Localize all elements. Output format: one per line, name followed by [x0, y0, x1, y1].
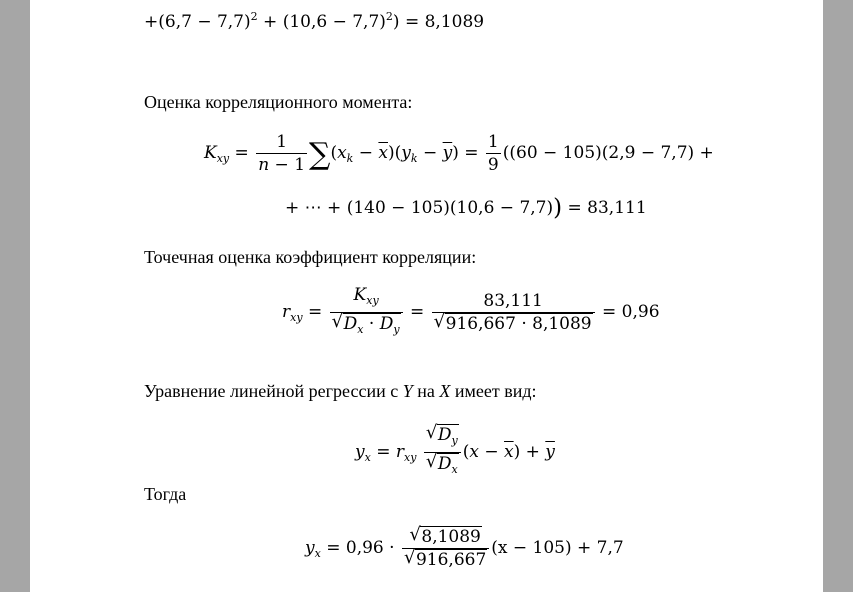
kxy-formula: $K_{xy}$ = $\frac{1}{n - 1}$ $\sum(x_k - \overline{x})(y_k - \overline{y})$ = $\frac{1}{9}$ ((60 − 105)(2,9 − 7,7) +: [204, 132, 714, 175]
final-numerator: 8,1089: [421, 527, 481, 547]
rxy-formula: $r_{xy}$ = $K_{xy}$ √ $D_x \cdot D_y$ = 83,111 √ 916,667 · 8,1089 = 0,96: [282, 284, 660, 341]
kxy-over-sqrt: $K_{xy}$ √ $D_x \cdot D_y$: [330, 284, 403, 341]
regression-heading-mid: на: [417, 381, 435, 401]
rxy-numeric-fraction: [432, 290, 595, 335]
regression-heading-x: X: [439, 381, 451, 401]
kxy-expansion-start: ((60 − 105)(2,9 − 7,7) +: [502, 143, 714, 163]
dy-term-2: + (10,6 − 7,7): [263, 12, 386, 32]
dy-term-1: +(6,7 − 7,7): [144, 12, 251, 32]
regression-heading: [144, 380, 537, 402]
final-tail: (x − 105) + 7,7: [491, 538, 624, 558]
correlation-coefficient-heading: Точечная оценка коэффициент корреляции:: [144, 247, 477, 267]
kxy-result: = 83,111: [567, 198, 647, 218]
rxy-result: = 0,96: [602, 302, 660, 322]
one-over-n-minus-1: $\frac{1}{n - 1}$: [258, 132, 306, 175]
dy-result: ) = 8,1089: [392, 12, 485, 32]
final-sqrt-fraction: [402, 526, 489, 571]
regression-heading-suffix: имеет вид:: [454, 381, 537, 401]
one-ninth: $\frac{1}{9}$: [487, 132, 499, 175]
regression-formula: $y_x = r_{xy}$ √ $D_y$ √ $D_x$ $(x - \overline{x}) + \overline{y}$: [355, 424, 555, 481]
dy-equation-tail: $+(6,7 - 7,7)^2 + (10,6 - 7,7)^2) = 8,1089$: [144, 10, 485, 32]
correlation-moment-heading: Оценка корреляционного момента:: [144, 92, 413, 112]
sum-sign: ∑: [309, 137, 331, 172]
sqrt-dy-over-sqrt-dx: √ $D_y$ √ $D_x$: [424, 424, 461, 481]
rxy-denominator: 916,667 · 8,1089: [445, 314, 592, 334]
final-r-value: 0,96: [345, 538, 384, 558]
kxy-expansion-end: + ⋯ + (140 − 105)(10,6 − 7,7): [285, 198, 554, 218]
regression-heading-y: Y: [402, 381, 413, 401]
rxy-numerator: 83,111: [483, 291, 543, 311]
then-heading: Тогда: [144, 484, 187, 504]
kxy-formula-continued: + ⋯ + (140 − 105)(10,6 − 7,7)) = 83,111: [285, 195, 647, 221]
final-regression-formula: $y_x = 0,96$ · √ 8,1089 √ 916,667 (x − 105) + 7,7: [305, 526, 624, 571]
final-denominator: 916,667: [415, 550, 487, 570]
regression-heading-prefix: Уравнение линейной регрессии с: [144, 381, 399, 401]
document-page: [30, 0, 823, 592]
